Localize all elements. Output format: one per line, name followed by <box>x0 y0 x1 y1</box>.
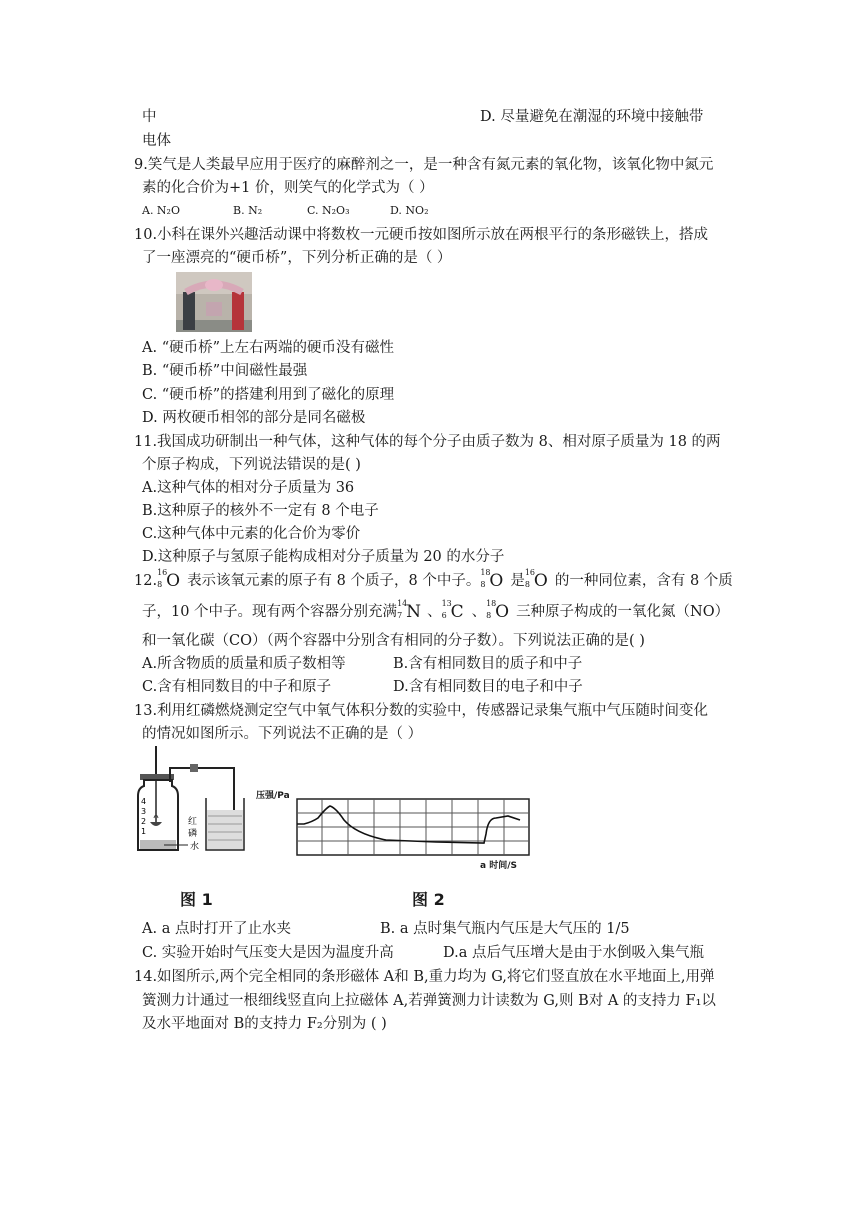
q11-stem-line2: 个原子构成，下列说法错误的是( ) <box>142 457 361 473</box>
q10-option-a: A. “硬币桥”上左右两端的硬币没有磁性 <box>142 340 395 356</box>
q10-option-d: D. 两枚硬币相邻的部分是同名磁极 <box>142 410 366 426</box>
q9-stem-line1: 9.笑气是人类最早应用于医疗的麻醉剂之一，是一种含有氮元素的氧化物，该氧化物中氮元 <box>134 157 714 173</box>
isotope-o18-ref: 18 8 O <box>486 599 509 622</box>
figure-1-label: 图 1 <box>180 890 213 909</box>
q9-stem-line2: 素的化合价为+1 价，则笑气的化学式为（ ） <box>142 180 434 196</box>
figure-2-chart <box>296 798 530 856</box>
svg-text:1: 1 <box>141 827 147 836</box>
q12-option-c: C.含有相同数目的中子和原子 <box>142 679 332 695</box>
q13-stem-line1: 13.利用红磷燃烧测定空气中氧气体积分数的实验中，传感器记录集气瓶中气压随时间变化 <box>134 703 709 719</box>
q12-stem-line2: 子，10 个中子。现有两个容器分别充满 14 7 N 、 13 6 C 、 18 8 O 三种原子构成的一氧化氮（NO） <box>142 599 730 622</box>
q9-option-a: A. N₂O <box>142 204 180 217</box>
q10-option-c: C. “硬币桥”的搭建利用到了磁化的原理 <box>142 387 395 403</box>
coin-bridge-photo <box>176 272 252 332</box>
q12-number: 12. <box>134 573 158 589</box>
prev-question-fragment: 中 <box>142 109 157 125</box>
q11-option-d: D.这种原子与氢原子能构成相对分子质量为 20 的水分子 <box>142 549 505 565</box>
q14-stem-line2: 簧测力计通过一根细线竖直向上拉磁体 A,若弹簧测力计读数为 G,则 B对 A 的支持力 F₁以 <box>142 993 716 1009</box>
q12-stem-line1: 12. 16 8 O 表示该氧元素的原子有 8 个质子，8 个中子。 18 8 O 是 16 8 O 的一种同位素，含有 8 个质 <box>134 568 733 591</box>
q9-option-d: D. NO₂ <box>390 204 429 217</box>
q12-option-d: D.含有相同数目的电子和中子 <box>393 679 583 695</box>
q9-option-b: B. N₂ <box>233 204 263 217</box>
q13-option-b: B. a 点时集气瓶内气压是大气压的 1/5 <box>380 921 630 937</box>
q13-option-d: D.a 点后气压增大是由于水倒吸入集气瓶 <box>443 945 704 961</box>
q10-stem-line1: 10.小科在课外兴趣活动课中将数枚一元硬币按如图所示放在两根平行的条形磁铁上，搭成 <box>134 227 709 243</box>
isotope-o18: 18 8 O <box>480 568 504 591</box>
svg-text:磷: 磷 <box>188 829 198 839</box>
q14-stem-line1: 14.如图所示,两个完全相同的条形磁体 A和 B,重力均为 G,将它们竖直放在水平地面上,用弹 <box>134 969 715 985</box>
isotope-o16: 16 8 O <box>157 568 180 591</box>
isotope-o16-ref: 16 8 O <box>524 568 548 591</box>
prev-question-option-d: D. 尽量避免在潮湿的环境中接触带 <box>480 109 704 125</box>
svg-text:水: 水 <box>190 842 200 852</box>
svg-text:3: 3 <box>141 807 147 816</box>
q10-option-b: B. “硬币桥”中间磁性最强 <box>142 363 308 379</box>
q13-option-a: A. a 点时打开了止水夹 <box>142 921 291 937</box>
prev-question-continuation: 电体 <box>142 133 171 149</box>
svg-text:红: 红 <box>188 817 198 827</box>
q12-option-b: B.含有相同数目的质子和中子 <box>393 656 583 672</box>
q13-option-c: C. 实验开始时气压变大是因为温度升高 <box>142 945 394 961</box>
q12-stem-line3: 和一氧化碳（CO）（两个容器中分别含有相同的分子数）。下列说法正确的是( ) <box>142 633 645 649</box>
q9-option-c: C. N₂O₃ <box>307 204 350 217</box>
figure-2-label: 图 2 <box>412 890 445 909</box>
isotope-n14: 14 7 N <box>397 599 421 622</box>
q11-option-b: B.这种原子的核外不一定有 8 个电子 <box>142 503 379 519</box>
figure-1-apparatus <box>130 746 245 858</box>
q10-stem-line2: 了一座漂亮的“硬币桥”，下列分析正确的是（ ） <box>142 250 452 266</box>
q14-stem-line3: 及水平地面对 B的支持力 F₂分别为 ( ) <box>142 1016 387 1032</box>
svg-text:2: 2 <box>141 817 147 826</box>
figure-2-ylabel: 压强/Pa <box>256 791 290 801</box>
isotope-c13: 13 6 C <box>441 599 464 622</box>
q11-stem-line1: 11.我国成功研制出一种气体，这种气体的每个分子由质子数为 8、相对原子质量为 18 的两 <box>134 434 721 450</box>
q11-option-c: C.这种气体中元素的化合价为零价 <box>142 526 361 542</box>
q12-option-a: A.所含物质的质量和质子数相等 <box>142 656 346 672</box>
svg-text:4: 4 <box>141 797 147 806</box>
q13-stem-line2: 的情况如图所示。下列说法不正确的是（ ） <box>142 726 423 742</box>
figure-2-xlabel: a 时间/S <box>480 861 517 871</box>
q11-option-a: A.这种气体的相对分子质量为 36 <box>142 480 355 496</box>
